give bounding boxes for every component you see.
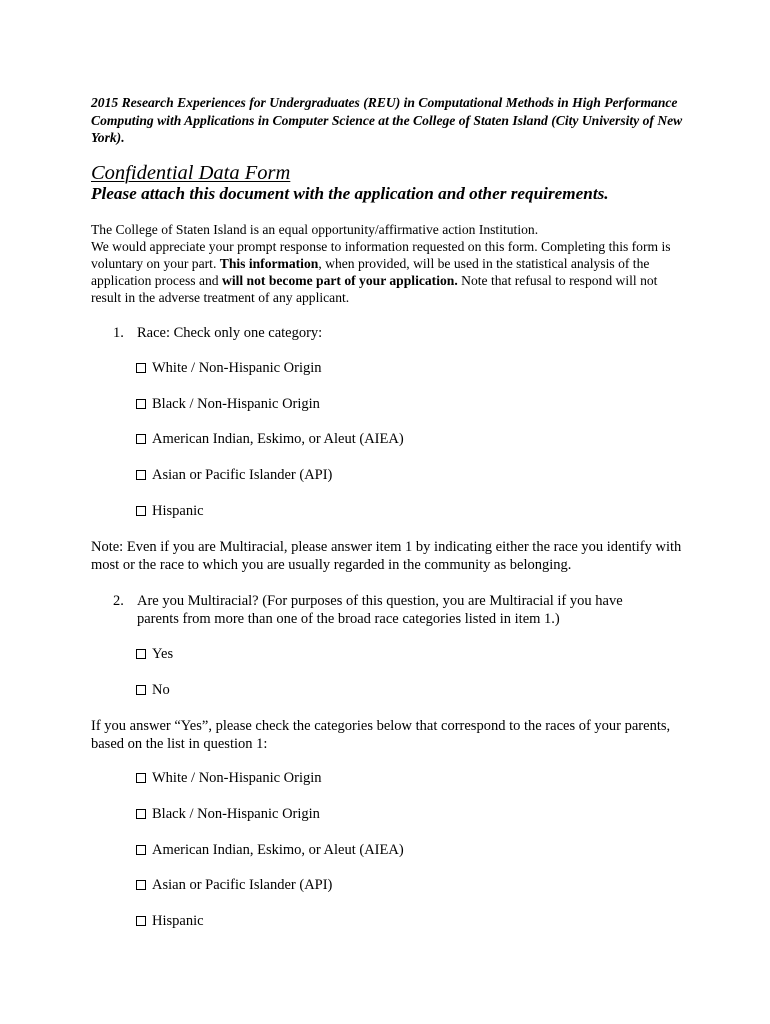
option-label: Yes [152,646,174,662]
option-label: White / Non-Hispanic Origin [152,770,322,786]
intro-bold-not-part: will not become part of your application. [222,273,458,288]
checkbox-icon[interactable] [136,916,146,926]
question-2-number: 2. [113,593,124,609]
option-label: American Indian, Eskimo, or Aleut (AIEA) [152,431,404,447]
option-label: American Indian, Eskimo, or Aleut (AIEA) [152,842,404,858]
intro-text-end: Note that refusal to respond will not result in the adverse treatment of any applicant. [91,273,658,305]
program-title: 2015 Research Experiences for Undergraduates (REU) in Computational Methods in High Performance Computing with Applications in Computer Science at the College of Staten Island (City University of New York). [91,95,683,145]
question-2 [113,592,673,632]
q1-option-aiea[interactable] [136,430,404,448]
parent-option-black[interactable] [136,805,320,823]
q1-option-hispanic[interactable] [136,502,204,520]
q2-option-yes[interactable] [136,645,173,663]
option-label: Asian or Pacific Islander (API) [152,467,333,483]
checkbox-icon[interactable] [136,845,146,855]
option-label: Hispanic [152,913,204,929]
intro-text [91,221,691,306]
parent-option-api[interactable] [136,876,332,894]
question-1-text: Race: Check only one category: [137,325,323,341]
checkbox-icon[interactable] [136,809,146,819]
q1-option-api[interactable] [136,466,332,484]
parent-option-aiea[interactable] [136,841,404,859]
checkbox-icon[interactable] [136,649,146,659]
checkbox-icon[interactable] [136,363,146,373]
option-label: Asian or Pacific Islander (API) [152,877,333,893]
q1-option-black[interactable] [136,395,320,413]
checkbox-icon[interactable] [136,470,146,480]
multiracial-note [91,538,691,574]
checkbox-icon[interactable] [136,880,146,890]
form-subtitle: Please attach this document with the application and other requirements. [91,184,609,203]
multiracial-note-text: Note: Even if you are Multiracial, please answer item 1 by indicating either the race you identify with most or the race to which you are usually regarded in the community as belonging. [91,539,682,573]
checkbox-icon[interactable] [136,685,146,695]
intro-line-eeo: The College of Staten Island is an equal opportunity/affirmative action Institution. [91,222,539,237]
parent-races-instructions-text: If you answer “Yes”, please check the categories below that correspond to the races of your parents, based on the list in question 1: [91,718,671,752]
question-2-text: Are you Multiracial? (For purposes of this question, you are Multiracial if you have parents from more than one of the broad race categories listed in item 1.) [137,593,623,627]
option-label: Hispanic [152,503,204,519]
checkbox-icon[interactable] [136,506,146,516]
question-1-number: 1. [113,325,124,341]
parent-option-white[interactable] [136,769,322,787]
option-label: Black / Non-Hispanic Origin [152,806,320,822]
checkbox-icon[interactable] [136,773,146,783]
option-label: White / Non-Hispanic Origin [152,360,322,376]
option-label: No [152,682,170,698]
option-label: Black / Non-Hispanic Origin [152,396,320,412]
intro-paragraph [91,238,691,306]
q2-option-no[interactable] [136,681,170,699]
checkbox-icon[interactable] [136,434,146,444]
parent-races-instructions [91,717,691,753]
intro-text-start: We would appreciate your prompt response to information requested on this form. Completing this form is voluntary on your part. [91,239,671,271]
q1-option-white[interactable] [136,359,322,377]
question-1 [113,324,673,344]
form-title: Confidential Data Form [91,162,291,184]
parent-option-hispanic[interactable] [136,912,204,930]
intro-bold-this-information: This information [219,256,319,271]
intro-text-mid: , when provided, will be used in the statistical analysis of the application process and [91,256,650,288]
checkbox-icon[interactable] [136,399,146,409]
